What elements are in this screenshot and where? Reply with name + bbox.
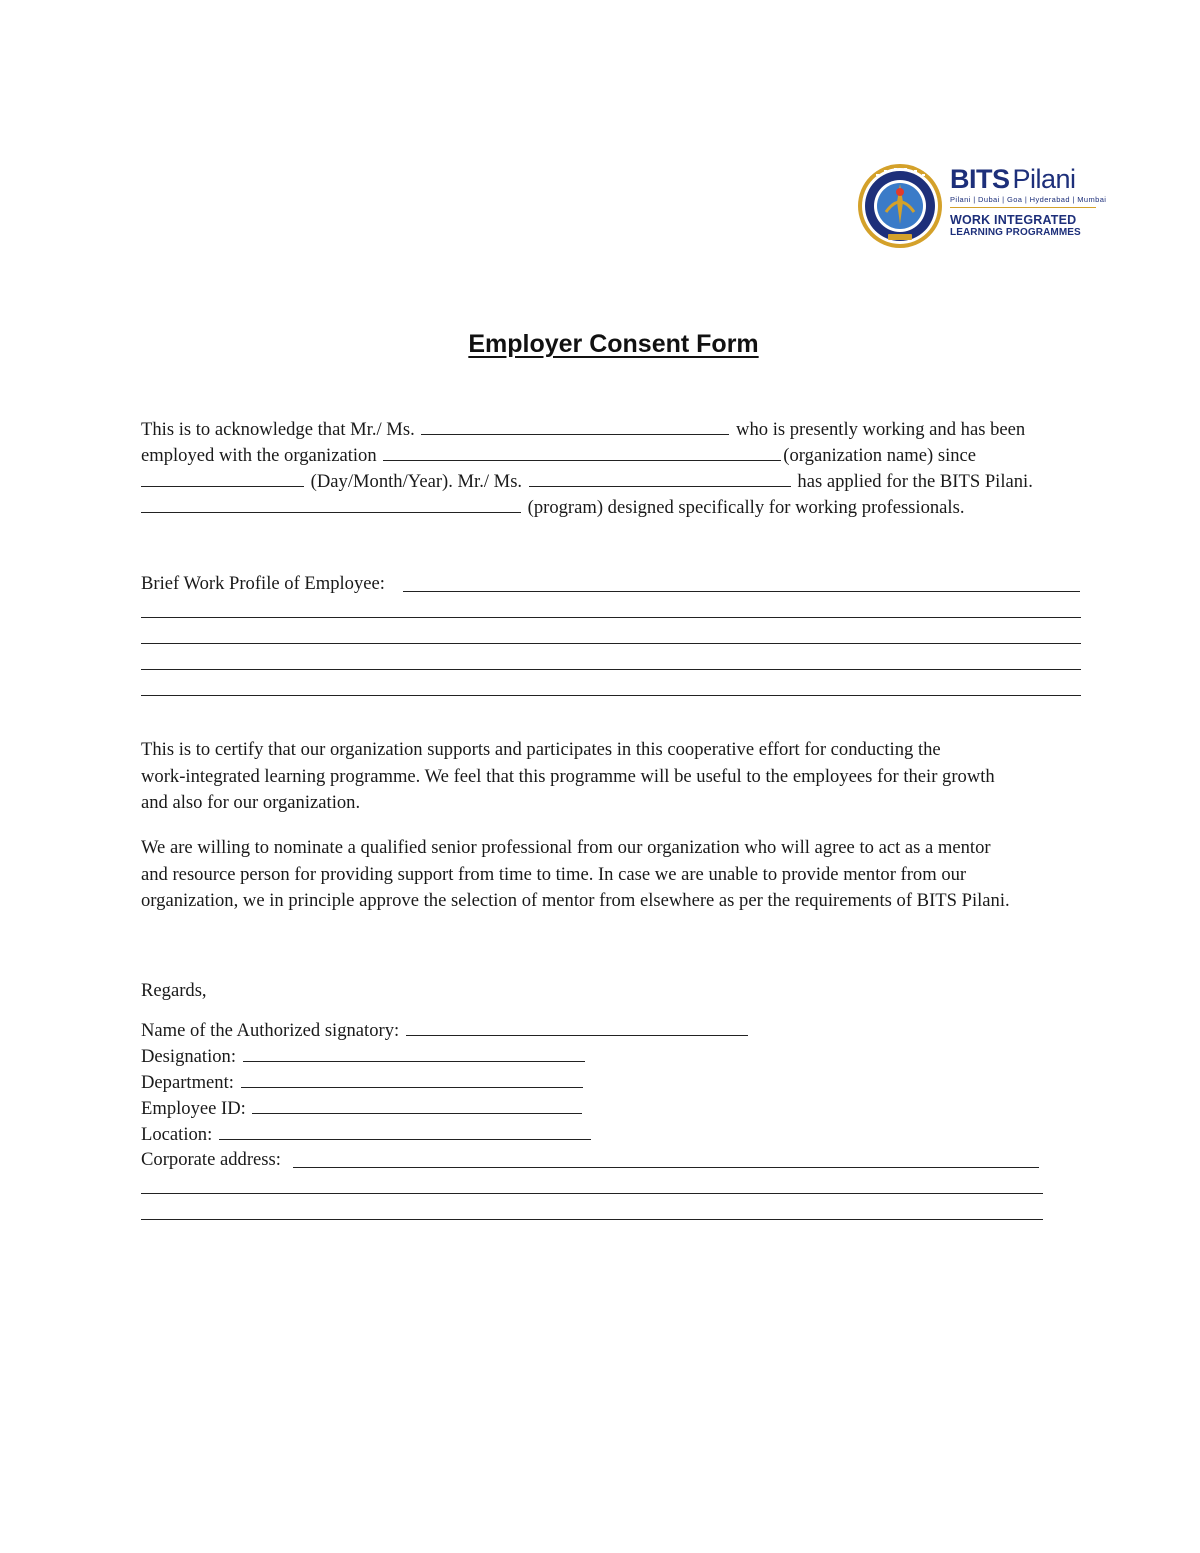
corporate-address-blank-1[interactable] [293,1167,1039,1168]
corporate-address-blank-2[interactable] [141,1193,1043,1194]
mentor-line-3: organization, we in principle approve the selection of mentor from elsewhere as per the requirements of BITS Pilani. [141,890,1010,911]
organization-name-blank[interactable] [383,442,781,461]
department-line [141,1069,585,1096]
certify-line-2: work-integrated learning programme. We feel that this programme will be useful to the employees for their growth [141,765,995,787]
work-profile-line [141,571,385,597]
mentor-line-2: and resource person for providing support from time to time. In case we are unable to provide mentor from our [141,863,967,885]
applicant-name-blank[interactable] [529,468,791,487]
designation-label: Designation: [141,1046,237,1067]
ack-line-1-pre: This is to acknowledge that Mr./ Ms. [141,419,415,440]
logo-line1: WORK INTEGRATED [950,213,1077,227]
work-profile-blank-5[interactable] [141,695,1081,696]
work-profile-blank-1[interactable] [403,591,1080,592]
ack-line-2-pre: employed with the organization [141,445,377,466]
department-blank[interactable] [241,1069,583,1088]
mentor-paragraph [141,835,1101,915]
location-label: Location: [141,1124,213,1145]
regards: Regards, [141,980,207,1001]
certify-line-3: and also for our organization. [141,792,361,813]
ack-line-2 [141,442,976,469]
ack-line-2-post: (organization name) since [783,445,977,466]
signatory-blank[interactable] [406,1017,748,1036]
employee-id-blank[interactable] [252,1095,582,1114]
program-blank[interactable] [141,494,521,513]
employee-id-line [141,1095,584,1122]
bits-seal-icon [856,162,944,250]
corporate-address-blank-3[interactable] [141,1219,1043,1220]
certify-line-1: This is to certify that our organization supports and participates in this cooperative effort for conducting the [141,739,941,760]
ack-line-3 [141,468,1033,495]
ack-line-1-post: who is presently working and has been [736,419,1026,440]
mentor-line-1: We are willing to nominate a qualified senior professional from our organization who will agree to act as a mentor [141,837,991,858]
logo-brand-regular: Pilani [1012,164,1076,194]
location-blank[interactable] [219,1121,591,1140]
ack-line-3-post: has applied for the BITS Pilani. [797,471,1033,492]
corporate-address-line [141,1147,281,1173]
bits-pilani-logo [856,162,1107,250]
logo-brand-bold: BITS [950,164,1010,194]
designation-line [141,1043,587,1070]
employee-id-label: Employee ID: [141,1098,246,1119]
employee-name-blank[interactable] [421,416,729,435]
logo-line2: LEARNING PROGRAMMES [950,227,1081,238]
logo-wordmark [950,164,1107,239]
work-profile-blank-2[interactable] [141,617,1081,618]
logo-brand [950,164,1096,194]
ack-line-4-post: (program) designed specifically for working professionals. [527,497,965,518]
signatory-label: Name of the Authorized signatory: [141,1020,400,1041]
signatory-line [141,1017,750,1044]
corporate-address-label: Corporate address: [141,1149,281,1170]
designation-blank[interactable] [243,1043,585,1062]
work-profile-label: Brief Work Profile of Employee: [141,573,385,594]
work-profile-blank-3[interactable] [141,643,1081,644]
work-profile-blank-4[interactable] [141,669,1081,670]
ack-line-3-mid: (Day/Month/Year). Mr./ Ms. [310,471,523,492]
certify-paragraph [141,737,1101,817]
ack-line-4 [141,494,964,521]
logo-motto: Pilani | Dubai | Goa | Hyderabad | Mumbai [950,195,1096,208]
since-date-blank[interactable] [141,468,304,487]
location-line [141,1121,593,1148]
department-label: Department: [141,1072,234,1093]
ack-line-1 [141,416,1025,443]
page-title: Employer Consent Form [468,330,759,358]
